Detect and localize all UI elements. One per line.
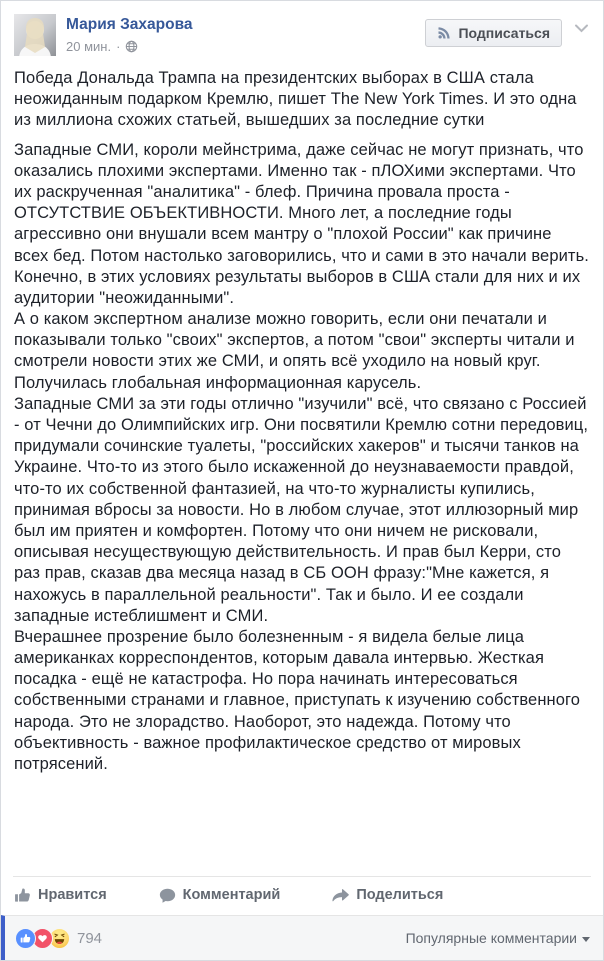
post-paragraph: Западные СМИ, короли мейнстрима, даже сейчас не могут признать, что оказались плохими экспертами. Именно так - пЛОХими экспертами. Что их раскрученная "аналитика" - блеф. Причина провала проста - ОТСУТСТВИЕ ОБЪЕКТИВНОСТИ. Много лет, а последние годы агрессивно они внушали всем мантру о "плохой России" как причине всех бед. Потом настолько заговорились, что и сами в это начали верить. Конечно, в этих условиях результаты выборов в США стали для них и их аудитории "неожиданными". xyxy=(14,140,589,307)
comment-label: Комментарий xyxy=(182,887,281,904)
timestamp[interactable]: 20 мин. xyxy=(66,39,112,54)
rss-icon xyxy=(437,26,451,40)
share-button[interactable] xyxy=(332,887,443,904)
comments-filter-label: Популярные комментарии xyxy=(405,930,577,946)
comments-footer xyxy=(1,915,603,960)
like-label: Нравится xyxy=(38,887,107,904)
action-bar xyxy=(1,877,603,915)
thumbs-up-icon xyxy=(14,887,31,904)
comments-filter-dropdown[interactable] xyxy=(406,930,590,946)
post-paragraph: Западные СМИ за эти годы отлично "изучили" всё, что связано с Россией - от Чечни до Олимпийских игр. Они посвятили Кремлю сотни передовиц, придумали сочинские туалеты, "российских хакеров" и тысячи танков на Украине. Что-то из этого было искаженной до неузнаваемости правдой, что-то их собственной фантазией, на что-то журналисты купились, принимая вбросы за новости. Но в любом случае, этот иллюзорный мир был им приятен и комфортен. Потому что они ничем не рисковали, описывая несуществующую действительность. И прав был Керри, сто раз прав, сказав два месяца назад в СБ ООН фразу:"Мне кажется, я нахожусь в параллельной реальности". Так и было. И ее создали западные истеблишмент и СМИ. xyxy=(14,394,589,625)
post-paragraph: Вчерашнее прозрение было болезненным - я видела белые лица американках корреспондентов, которым давала интервью. Жесткая посадка - ещё не катастрофа. Но пора начинать интересоваться собственными странами и главное, приступать к изучению собственного народа. Это не злорадство. Наоборот, это надежда. Потому что объективность - важное профилактическое средство от мировых потрясений. xyxy=(14,627,581,773)
reaction-like-icon[interactable] xyxy=(15,928,36,949)
post-paragraph: Победа Дональда Трампа на президентских выборах в США стала неожиданным подарком Кремлю, пишет The New York Times. И это одна из миллиона схожих статьей, вышедших за последние сутки xyxy=(14,69,577,130)
subscribe-label: Подписаться xyxy=(458,25,550,41)
chevron-down-icon[interactable] xyxy=(574,23,589,34)
comment-button[interactable] xyxy=(159,887,281,904)
like-button[interactable] xyxy=(14,887,107,904)
caret-down-icon xyxy=(582,937,590,942)
avatar[interactable] xyxy=(14,14,56,56)
avatar-silhouette-icon xyxy=(14,14,56,56)
comment-icon xyxy=(159,887,176,904)
post-meta xyxy=(66,39,425,54)
share-arrow-icon xyxy=(332,887,349,904)
post-paragraph: А о каком экспертном анализе можно говорить, если они печатали и показывали только "своих" экспертов, а потом "свои" эксперты читали и смотрели новости этих же СМИ, и опять всё уходило на новый круг. Получилась глобальная информационная карусель. xyxy=(14,310,575,392)
subscribe-button[interactable] xyxy=(425,19,562,47)
header-text xyxy=(66,14,425,54)
reaction-count[interactable]: 794 xyxy=(77,929,103,947)
share-label: Поделиться xyxy=(356,887,444,904)
reactions-group[interactable] xyxy=(15,928,70,949)
meta-separator: · xyxy=(116,39,121,54)
post-header xyxy=(1,1,603,56)
globe-icon xyxy=(125,40,138,53)
post-text xyxy=(1,56,603,876)
author-name-link[interactable]: Мария Захарова xyxy=(66,16,193,33)
